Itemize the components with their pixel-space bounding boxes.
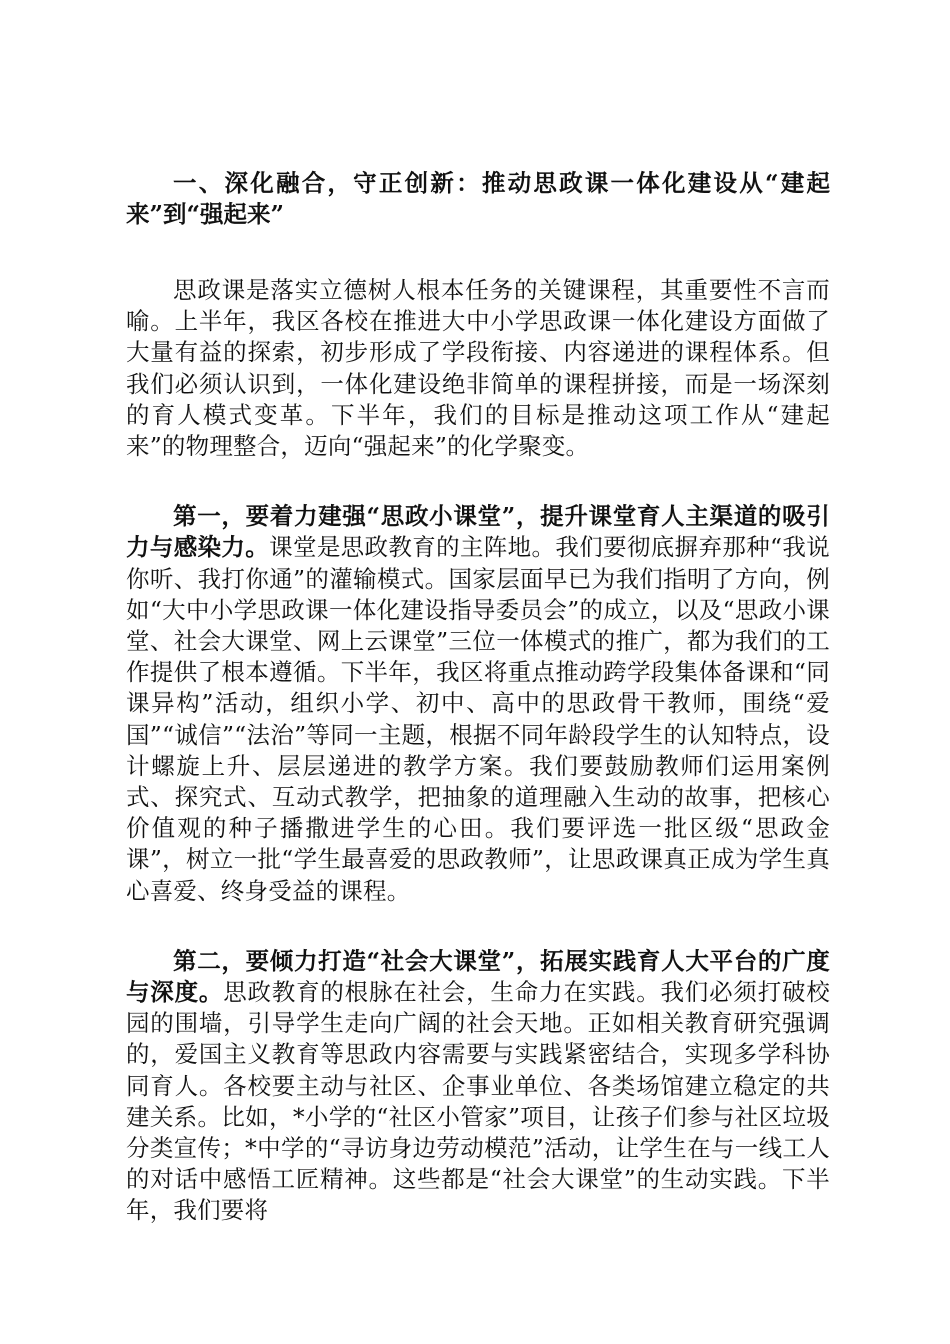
paragraph-second [126,946,830,1227]
spacer [126,462,830,501]
document-page [126,168,830,1227]
section-heading: 一、深化融合，守正创新：推动思政课一体化建设从“建起来”到“强起来” [126,169,830,228]
paragraph-lead: 第二，要倾力打造“社会大课堂”，拓展实践育人大平台的广度与深度。 [126,946,830,1007]
paragraph-text: 思政教育的根脉在社会，生命力在实践。我们必须打破校园的围墙，引导学生走向广阔的社会天地。正如相关教育研究强调的，爱国主义教育等思政内容需要与实践紧密结合，实现多学科协同育人。各校要主动与社区、企事业单位、各类场馆建立稳定的共建关系。比如，*小学的“社区小管家”项目，让孩子们参与社区垃圾分类宣传；*中学的“寻访身边劳动模范”活动，让学生在与一线工人的对话中感悟工匠精神。这些都是“社会大课堂”的生动实践。下半年，我们要将 [126,978,830,1225]
paragraph-intro [126,275,830,462]
paragraph-lead: 第一，要着力建强“思政小课堂”，提升课堂育人主渠道的吸引力与感染力。 [126,502,830,562]
spacer [126,230,830,275]
spacer [126,907,830,946]
paragraph-first [126,501,830,907]
paragraph-text: 思政课是落实立德树人根本任务的关键课程，其重要性不言而喻。上半年，我区各校在推进大中小学思政课一体化建设方面做了大量有益的探索，初步形成了学段衔接、内容递进的课程体系。但我们必须认识到，一体化建设绝非简单的课程拼接，而是一场深刻的育人模式变革。下半年，我们的目标是推动这项工作从“建起来”的物理整合，迈向“强起来”的化学聚变。 [126,276,830,461]
paragraph-text: 课堂是思政教育的主阵地。我们要彻底摒弃那种“我说你听、我打你通”的灌输模式。国家层面早已为我们指明了方向，例如“大中小学思政课一体化建设指导委员会”的成立，以及“思政小课堂、社会大课堂、网上云课堂”三位一体模式的推广，都为我们的工作提供了根本遵循。下半年，我区将重点推动跨学段集体备课和“同课异构”活动，组织小学、初中、高中的思政骨干教师，围绕“爱国”“诚信”“法治”等同一主题，根据不同年龄段学生的认知特点，设计螺旋上升、层层递进的教学方案。我们要鼓励教师们运用案例式、探究式、互动式教学，把抽象的道理融入生动的故事，把核心价值观的种子播撒进学生的心田。我们要评选一批区级“思政金课”，树立一批“学生最喜爱的思政教师”，让思政课真正成为学生真心喜爱、终身受益的课程。 [126,533,830,905]
